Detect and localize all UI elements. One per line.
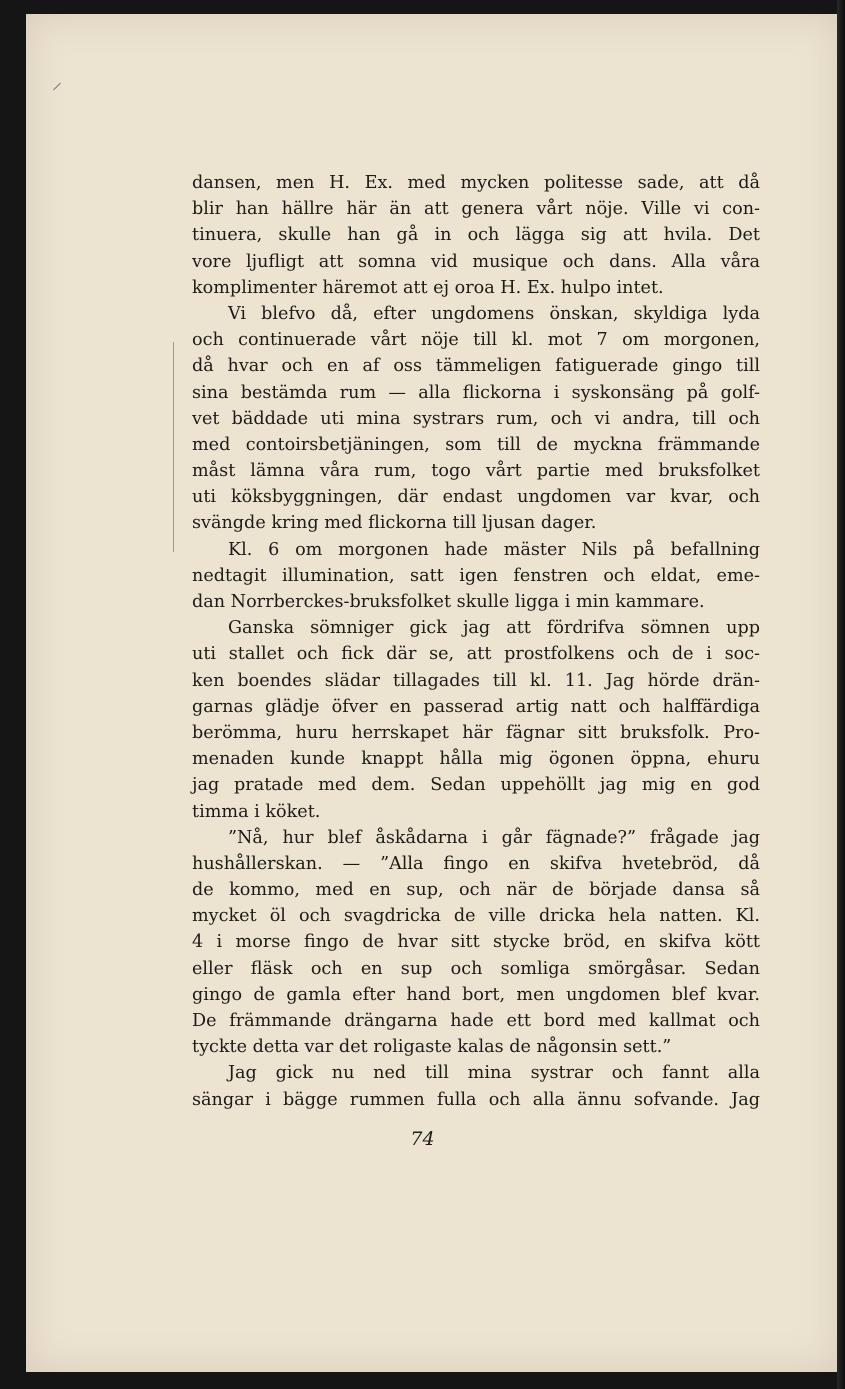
text-line: sina bestämda rum — alla flickorna i syskonsäng på golf- <box>192 382 760 403</box>
text-line: berömma, huru herrskapet här fägnar sitt bruksfolk. Pro- <box>192 722 760 743</box>
text-line: Kl. 6 om morgonen hade mäster Nils på befallning <box>228 539 760 560</box>
page-number: 74 <box>410 1128 435 1150</box>
text-line: med contoirsbetjäningen, som till de myckna främmande <box>192 434 760 455</box>
text-line: dansen, men H. Ex. med mycken politesse sade, att då <box>192 173 760 193</box>
text-line: uti stallet och fick där se, att prostfolkens och de i soc- <box>192 644 760 665</box>
text-line: Ganska sömniger gick jag att fördrifva sömnen upp <box>228 618 760 639</box>
text-line: dan Norrberckes-bruksfolket skulle ligga i min kammare. <box>192 592 705 612</box>
text-line: komplimenter häremot att ej oroa H. Ex. hulpo intet. <box>192 277 664 298</box>
text-line: nedtagit illumination, satt igen fenstren och eldat, eme- <box>192 565 760 586</box>
text-line: menaden kunde knappt hålla mig ögonen öppna, ehuru <box>192 749 760 770</box>
text-line: 4 i morse fingo de hvar sitt stycke bröd, en skifva kött <box>192 932 760 953</box>
text-line: och continuerade vårt nöje till kl. mot 7 om morgonen, <box>192 330 760 351</box>
text-line: gingo de gamla efter hand bort, men ungdomen blef kvar. <box>192 984 760 1005</box>
text-line: mycket öl och svagdricka de ville dricka hela natten. Kl. <box>192 906 760 927</box>
text-line: vet bäddade uti mina systrars rum, och vi andra, till och <box>192 408 760 429</box>
text-line: tyckte detta var det roligaste kalas de någonsin sett.” <box>192 1037 672 1058</box>
text-line: garnas glädje öfver en passerad artig natt och halffärdiga <box>192 696 760 717</box>
text-line: hushållerskan. — ”Alla fingo en skifva hvetebröd, då <box>192 853 760 874</box>
text-line: svängde kring med flickorna till ljusan dager. <box>192 513 597 534</box>
text-line: ken boendes slädar tillagades till kl. 11. Jag hörde drän- <box>192 670 760 691</box>
text-line: sängar i bägge rummen fulla och alla ännu sofvande. Jag <box>192 1089 760 1110</box>
body-text <box>192 170 760 1113</box>
text-line: Jag gick nu ned till mina systrar och fannt alla <box>228 1063 760 1084</box>
text-line: de kommo, med en sup, och när de började dansa så <box>192 880 760 901</box>
text-line: De främmande drängarna hade ett bord med kallmat och <box>192 1011 760 1031</box>
text-line: vore ljufligt att somna vid musique och dans. Alla våra <box>192 251 760 272</box>
page-edge-shadow <box>837 0 845 1389</box>
text-line: då hvar och en af oss tämmeligen fatiguerade gingo till <box>192 356 760 377</box>
text-line: jag pratade med dem. Sedan uppehöllt jag mig en god <box>192 775 760 796</box>
text-line: timma i köket. <box>192 801 321 822</box>
margin-pencil-line <box>173 342 175 552</box>
text-line: Vi blefvo då, efter ungdomens önskan, skyldiga lyda <box>228 303 760 324</box>
text-line: ”Nå, hur blef åskådarna i går fägnade?” frågade jag <box>228 827 760 848</box>
text-line: eller fläsk och en sup och somliga smörgåsar. Sedan <box>192 958 760 979</box>
text-line: blir han hällre här än att genera vårt nöje. Ville vi con- <box>192 199 760 220</box>
text-line: tinuera, skulle han gå in och lägga sig att hvila. Det <box>192 225 760 246</box>
text-line: måst lämna våra rum, togo vårt partie med bruksfolket <box>192 461 760 482</box>
text-line: uti köksbyggningen, där endast ungdomen var kvar, och <box>192 487 760 508</box>
